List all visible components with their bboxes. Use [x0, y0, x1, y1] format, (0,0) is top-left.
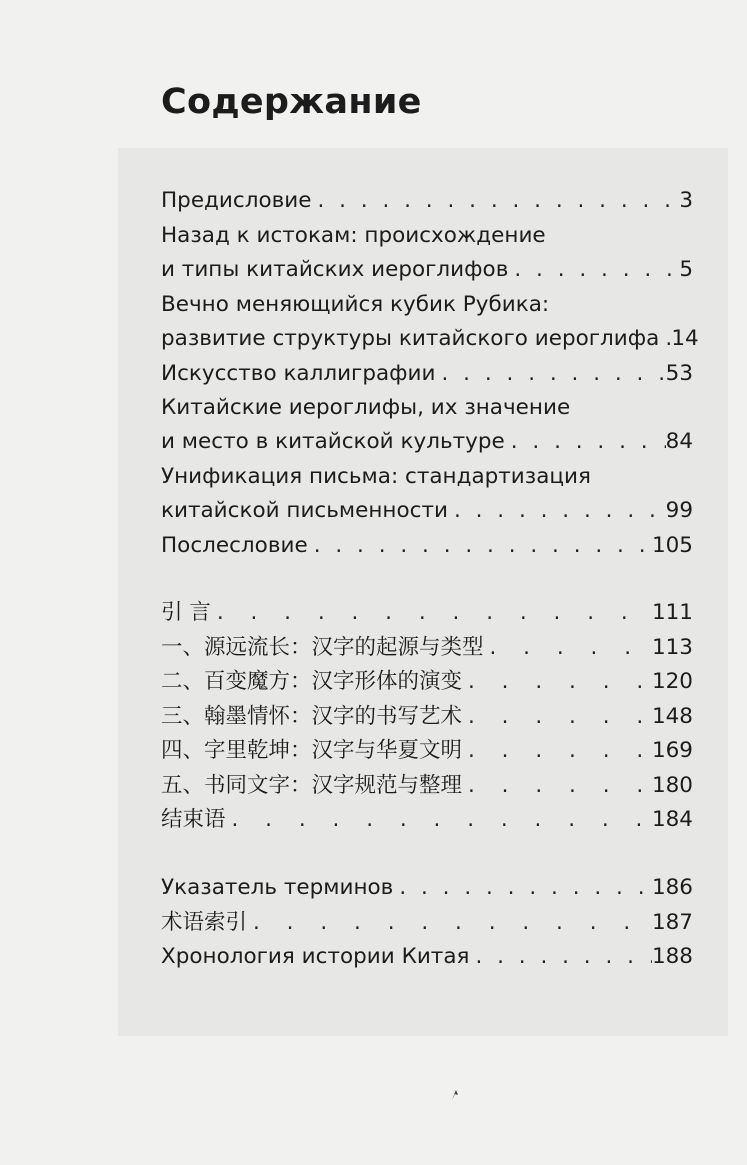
- toc-page-number: 169: [651, 738, 693, 763]
- toc-entry-title: и типы китайских иероглифов: [161, 256, 509, 282]
- toc-entry: [161, 906, 693, 940]
- toc-entry-row: [161, 940, 693, 974]
- pencil-mark: [449, 1086, 463, 1102]
- toc-entry-title: Предисловие: [161, 188, 312, 213]
- page-title: Содержание: [161, 82, 422, 122]
- dot-leader: [226, 803, 652, 837]
- toc-entry-row: [161, 494, 693, 528]
- toc-entry: [161, 460, 693, 528]
- dot-leader: [508, 253, 679, 287]
- toc-entry-title: развитие структуры китайского иероглифа: [161, 325, 660, 351]
- toc-entry: [161, 631, 693, 665]
- toc-entry: [161, 357, 693, 391]
- toc-page-number: 184: [651, 807, 693, 832]
- toc-entry-title: 引 言: [161, 600, 211, 625]
- dot-leader: [462, 769, 652, 803]
- toc-entry: [161, 734, 693, 768]
- toc-entry: [161, 940, 693, 974]
- toc-page-number: 113: [651, 634, 693, 660]
- toc-entry-title: 二、百变魔方：汉字形体的演变: [161, 669, 463, 694]
- toc-page-number: 187: [651, 909, 693, 935]
- dot-leader: [462, 665, 652, 699]
- toc-page-number: 53: [665, 360, 693, 386]
- toc-page-number: 180: [651, 772, 693, 798]
- toc-entry-title: 结束语: [161, 807, 226, 832]
- toc-entry-row: [161, 803, 693, 837]
- toc-entry-row: [161, 700, 693, 734]
- toc-page-number: 5: [679, 256, 693, 282]
- dot-leader: [247, 906, 652, 940]
- toc-entry: [161, 769, 693, 803]
- toc-entry-row: [161, 357, 693, 391]
- toc-page-number: 14: [671, 325, 699, 351]
- toc-entry-row: [161, 322, 699, 356]
- toc-entry-row: [161, 184, 693, 218]
- toc-entry-title: Указатель терминов: [161, 875, 394, 900]
- toc-entry-title-line: Назад к истокам: происхождение: [161, 222, 546, 248]
- toc-page-number: 3: [679, 188, 693, 213]
- dot-leader: [311, 184, 679, 218]
- toc-entry-row: [161, 906, 693, 940]
- toc-entry-title: 术语索引: [161, 909, 248, 935]
- toc-page-number: 111: [651, 600, 693, 625]
- toc-entry-row: [161, 769, 693, 803]
- toc-entry-title-line: Китайские иероглифы, их значение: [161, 395, 571, 420]
- toc-entry: [161, 700, 693, 734]
- toc-entry-title: и место в китайской культуре: [161, 429, 505, 454]
- toc-entry-title: 三、翰墨情怀：汉字的书写艺术: [161, 703, 463, 729]
- toc-entry-title: 一、源远流长：汉字的起源与类型: [161, 634, 484, 660]
- toc-entry: [161, 871, 693, 905]
- toc-entry-row: [161, 631, 693, 665]
- dot-leader: [469, 940, 652, 974]
- toc-entry-row: [161, 529, 693, 563]
- dot-leader: [308, 529, 652, 563]
- toc-page-number: 105: [651, 533, 693, 558]
- toc-entry-title: 五、书同文字：汉字规范与整理: [161, 772, 463, 798]
- toc-entry: [161, 184, 693, 218]
- toc-entry-title: китайской письменности: [161, 498, 448, 523]
- toc-entry: [161, 391, 693, 459]
- toc-entry-row: [161, 871, 693, 905]
- toc-entry: [161, 665, 693, 699]
- toc-entry-title: 四、字里乾坤：汉字与华夏文明: [161, 738, 463, 763]
- toc-entry-row: [161, 665, 693, 699]
- toc-entry-row: [161, 596, 693, 630]
- toc-entry: [161, 529, 693, 563]
- toc-entry-title: Хронология истории Китая: [161, 944, 470, 969]
- dot-leader: [505, 425, 666, 459]
- toc-entry-row: [161, 734, 693, 768]
- dot-leader: [462, 700, 652, 734]
- toc-page-number: 188: [651, 944, 693, 969]
- toc-entry-title-line: Унификация письма: стандартизация: [161, 464, 591, 489]
- toc-entry-title: Послесловие: [161, 533, 308, 558]
- dot-leader: [484, 631, 652, 665]
- toc-page-number: 99: [665, 498, 693, 523]
- dot-leader: [436, 357, 666, 391]
- toc-entry-row: [161, 253, 693, 287]
- dot-leader: [462, 734, 652, 768]
- dot-leader: [659, 322, 671, 356]
- toc-entry: [161, 219, 693, 287]
- toc-entry: [161, 596, 693, 630]
- toc-page-number: 84: [665, 429, 693, 454]
- toc-entry-title: Искусство каллиграфии: [161, 360, 436, 386]
- dot-leader: [393, 871, 652, 905]
- toc-page-number: 186: [651, 875, 693, 900]
- toc-page-number: 120: [651, 669, 693, 694]
- dot-leader: [211, 596, 652, 630]
- toc-page-number: 148: [651, 703, 693, 729]
- toc-entry-row: [161, 425, 693, 459]
- dot-leader: [448, 494, 666, 528]
- toc-entry: [161, 803, 693, 837]
- toc-entry: [161, 288, 699, 356]
- toc-entry-title-line: Вечно меняющийся кубик Рубика:: [161, 291, 550, 317]
